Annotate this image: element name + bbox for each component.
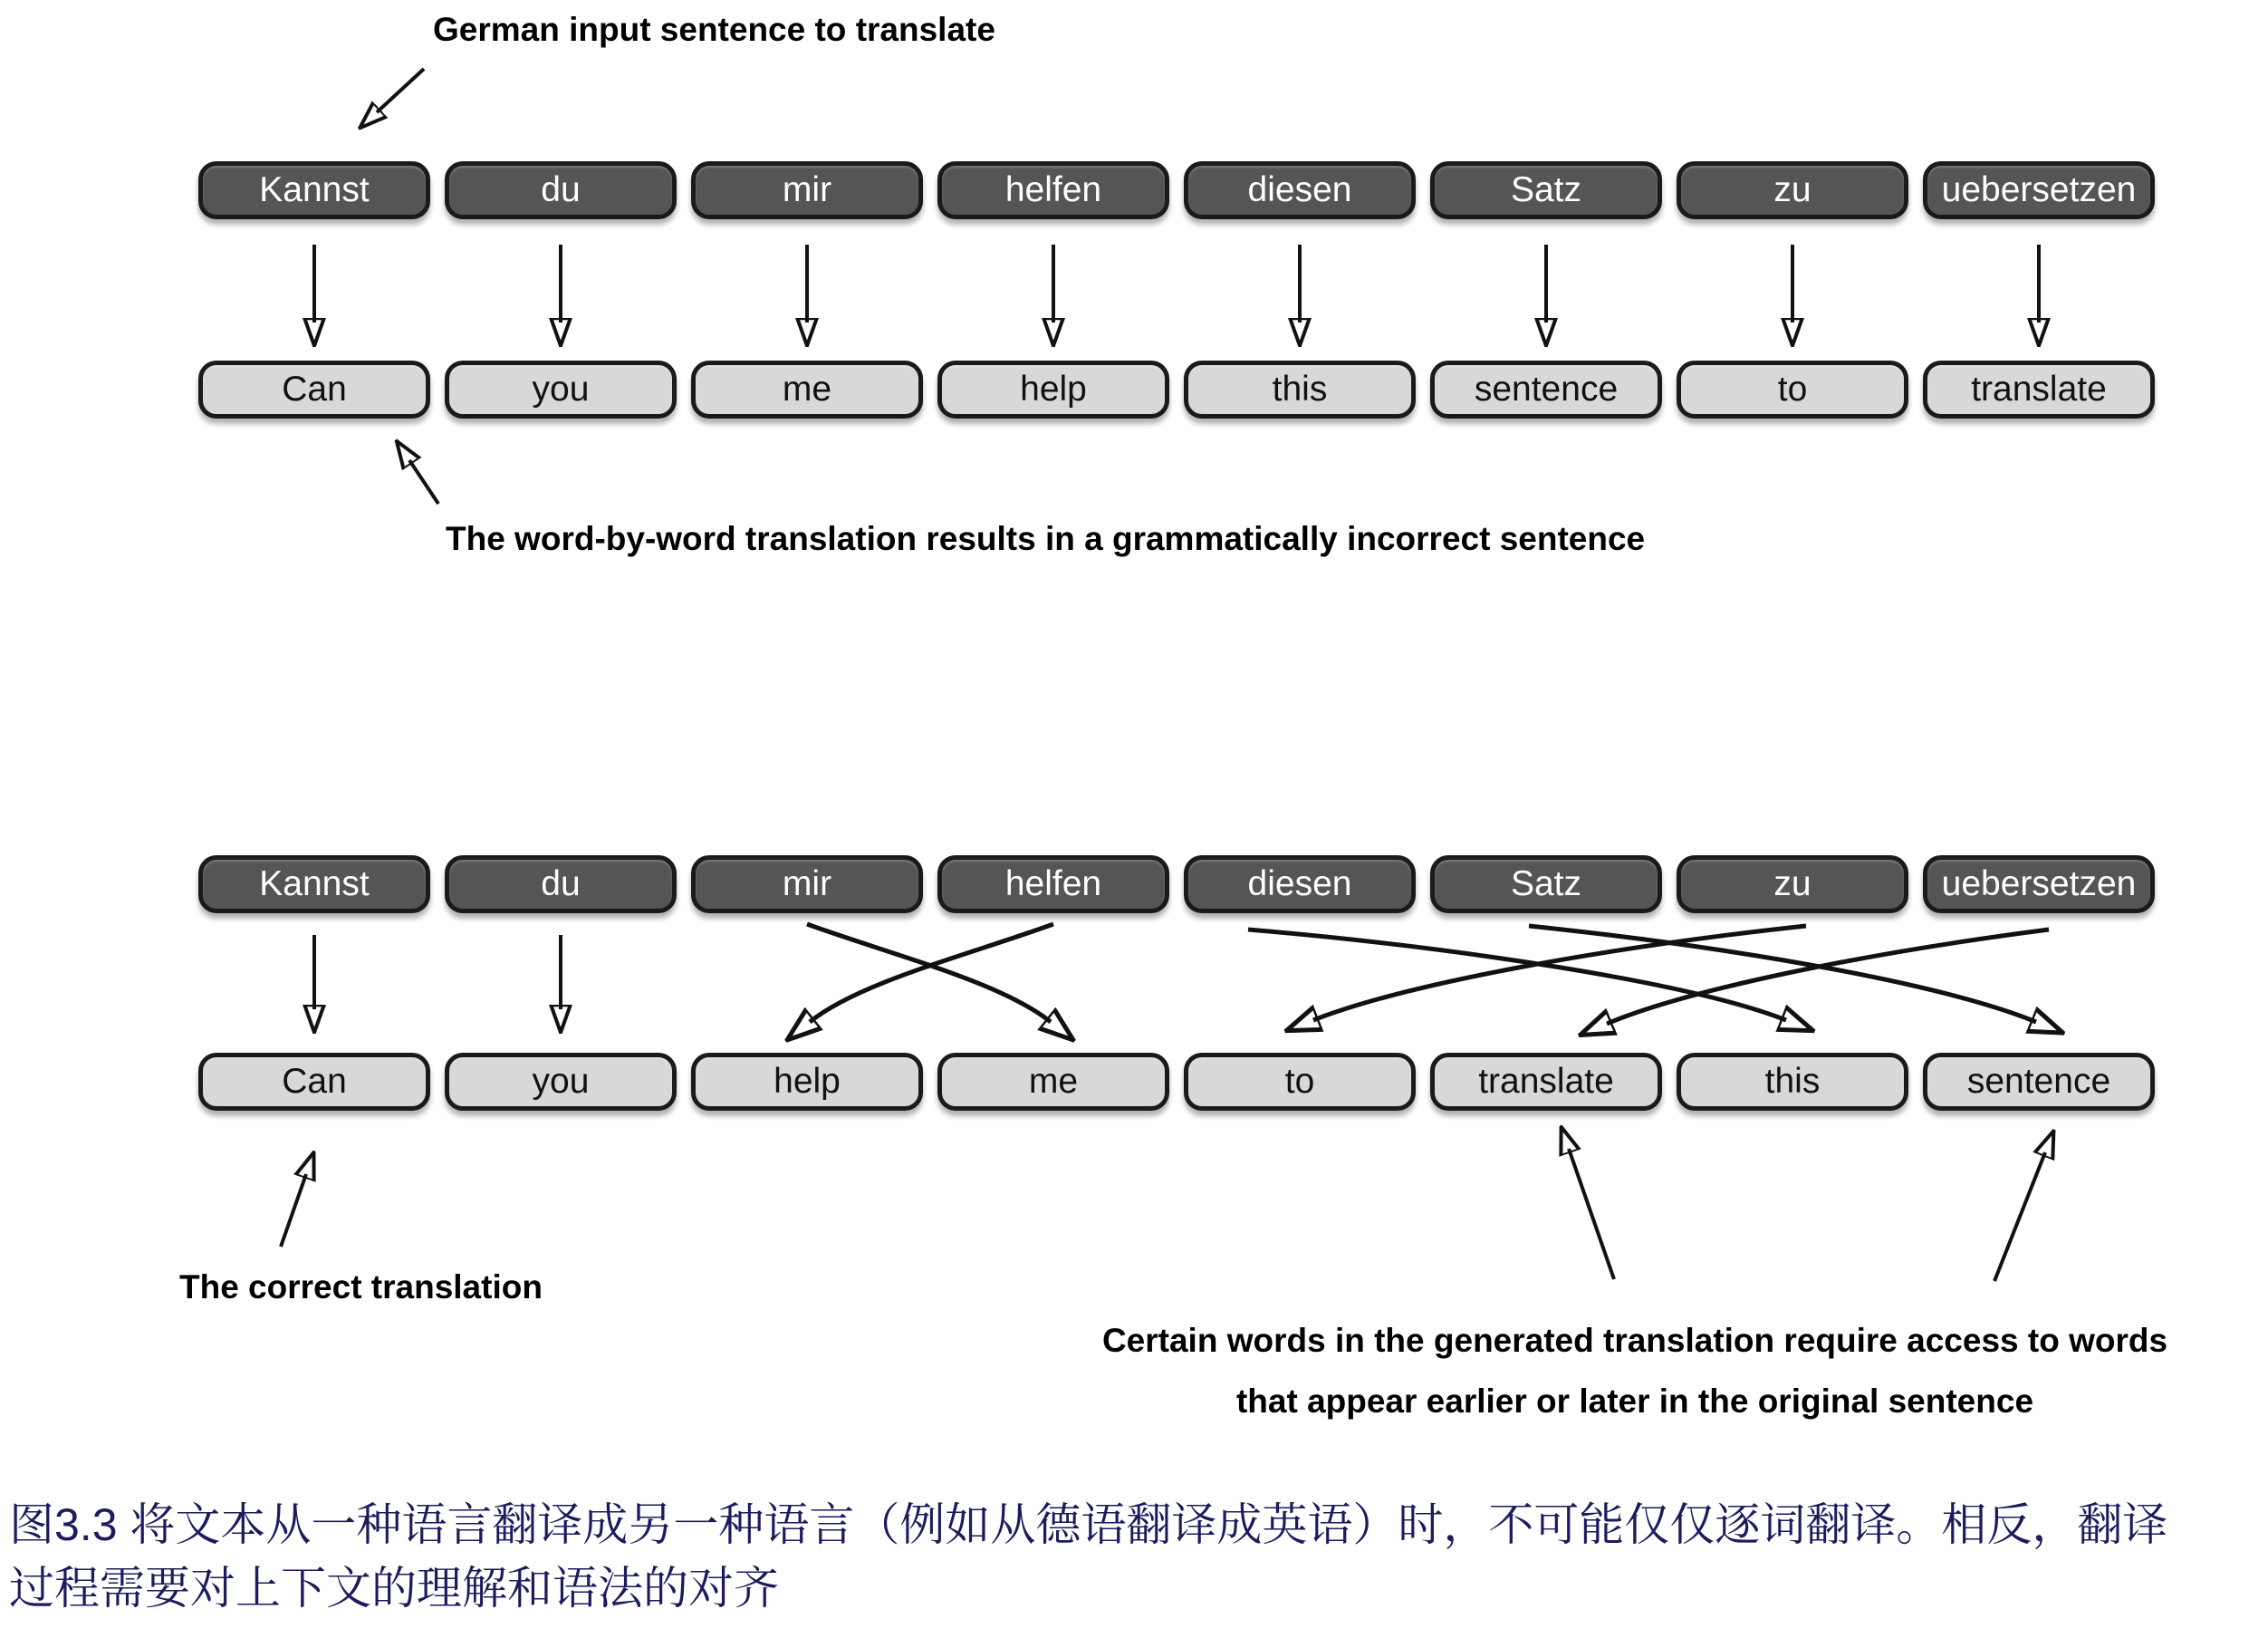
word-box-german-satz: Satz	[1430, 161, 1662, 219]
word-box-german-uebersetzen: uebersetzen	[1923, 161, 2155, 219]
word-box-german2-kannst: Kannst	[198, 855, 430, 913]
figure-caption	[9, 1493, 2167, 1620]
arrow-annotation-access-sentence	[1994, 1152, 2045, 1281]
word-box-english-you: you	[445, 361, 677, 419]
word-box-english2-me: me	[937, 1053, 1169, 1111]
arrow-bottom-diesen-this	[1248, 930, 1786, 1020]
annotation-word-by-word-result: The word-by-word translation results in a grammatically incorrect sentence	[446, 520, 1646, 557]
word-box-german2-satz: Satz	[1430, 855, 1662, 913]
word-box-german2-mir: mir	[691, 855, 923, 913]
arrow-annotation-correct	[281, 1174, 306, 1247]
word-box-english-me: me	[691, 361, 923, 419]
word-box-english-translate: translate	[1923, 361, 2155, 419]
german-sentence-row-bottom	[198, 855, 2155, 913]
figure-caption-line2: 过程需要对上下文的理解和语法的对齐	[9, 1563, 779, 1614]
annotation-german-input: German input sentence to translate	[433, 11, 995, 48]
word-box-german-kannst: Kannst	[198, 161, 430, 219]
word-box-german2-helfen: helfen	[937, 855, 1169, 913]
arrow-annotation-word-by-word	[409, 460, 438, 504]
word-box-english-this: this	[1184, 361, 1416, 419]
word-box-german-helfen: helfen	[937, 161, 1169, 219]
word-box-german2-zu: zu	[1677, 855, 1908, 913]
english-correct-row	[198, 1053, 2155, 1111]
word-box-german-mir: mir	[691, 161, 923, 219]
arrow-annotation-access-translate	[1569, 1149, 1614, 1279]
word-box-english2-to: to	[1184, 1053, 1416, 1111]
word-box-english-sentence: sentence	[1430, 361, 1662, 419]
arrow-bottom-zu-to	[1313, 926, 1806, 1020]
figure-caption-line1: 图3.3 将文本从一种语言翻译成另一种语言（例如从德语翻译成英语）时，不可能仅仅逐词翻译。相反，翻译	[9, 1499, 2168, 1550]
arrow-annotation-german-input	[377, 69, 424, 112]
word-box-english2-sentence: sentence	[1923, 1053, 2155, 1111]
word-box-german2-uebersetzen: uebersetzen	[1923, 855, 2155, 913]
annotation-correct-translation: The correct translation	[179, 1268, 543, 1306]
word-box-english2-help: help	[691, 1053, 923, 1111]
word-box-english2-can: Can	[198, 1053, 430, 1111]
word-box-english2-this: this	[1677, 1053, 1908, 1111]
english-word-by-word-row	[198, 361, 2155, 419]
word-box-english-to: to	[1677, 361, 1908, 419]
word-box-german2-diesen: diesen	[1184, 855, 1416, 913]
word-box-german2-du: du	[445, 855, 677, 913]
word-box-english-help: help	[937, 361, 1169, 419]
word-box-english-can: Can	[198, 361, 430, 419]
german-sentence-row-top	[198, 161, 2155, 219]
annotation-access-line2: that appear earlier or later in the original sentence	[1235, 1383, 2034, 1420]
annotation-access-words	[1033, 1310, 2237, 1431]
annotation-access-line1: Certain words in the generated translation require access to words	[1101, 1322, 2168, 1359]
word-box-english2-you: you	[445, 1053, 677, 1111]
word-box-german-du: du	[445, 161, 677, 219]
word-box-german-zu: zu	[1677, 161, 1908, 219]
word-box-english2-translate: translate	[1430, 1053, 1662, 1111]
word-box-german-diesen: diesen	[1184, 161, 1416, 219]
